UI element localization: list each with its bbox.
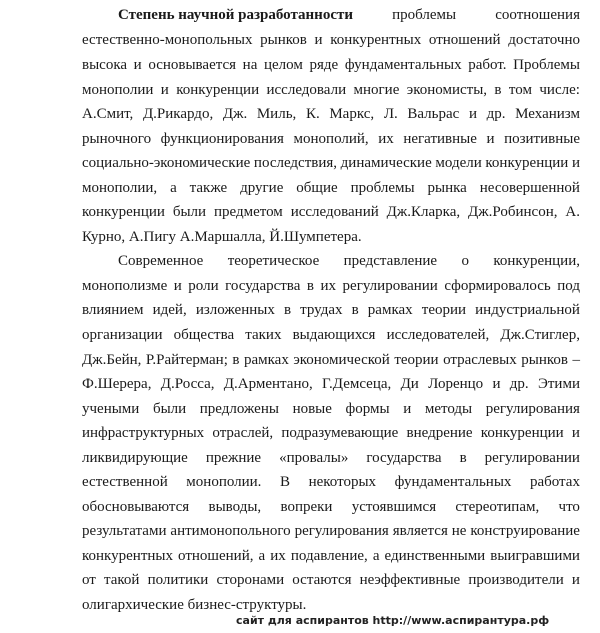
text-word: в: [306, 278, 314, 294]
text-word: их: [320, 278, 337, 294]
text-word: Ф.Шерера,: [82, 376, 152, 392]
text-word: Современное: [118, 253, 204, 269]
section-heading: Степень научной разработанности: [118, 7, 353, 23]
text-line: [82, 398, 580, 422]
text-word: в: [494, 82, 502, 98]
text-word: теории: [421, 302, 467, 318]
text-word: отношений,: [178, 548, 254, 564]
text-word: работ.: [468, 57, 507, 73]
text-word: предложены: [199, 401, 279, 417]
text-word: Дж.Стиглер,: [500, 327, 580, 343]
text-word: А.: [565, 204, 580, 220]
text-word: Лоренцо: [428, 376, 484, 392]
text-word: регулирования: [294, 523, 389, 539]
text-word: а: [372, 548, 380, 564]
text-word: др.: [509, 376, 529, 392]
text-word: соотношения: [495, 7, 580, 23]
text-word: роли: [188, 278, 219, 294]
text-word: Миль,: [256, 106, 297, 122]
text-word: Р.Райтерман;: [145, 352, 228, 368]
text-word: и: [160, 82, 169, 98]
text-word: методы: [424, 401, 473, 417]
text-word: устоявшимся: [351, 499, 437, 515]
text-word: такой: [103, 572, 140, 588]
text-word: и: [173, 278, 182, 294]
text-word: что: [558, 499, 580, 515]
text-word: таких: [245, 327, 282, 343]
text-word: рынка: [427, 180, 467, 196]
text-word: производители: [468, 572, 564, 588]
text-word: исследований: [290, 204, 379, 220]
text-word: экономической: [293, 352, 390, 368]
text-word: проблемы: [392, 7, 457, 23]
text-word: конкуренции: [480, 425, 564, 441]
text-word: негативные: [403, 131, 477, 147]
text-word: Проблемы: [513, 57, 580, 73]
text-word: другие: [240, 180, 284, 196]
text-word: Маркс,: [329, 106, 375, 122]
text-word: монополии,: [82, 180, 158, 196]
text-line: [82, 471, 580, 495]
text-word: А.Смит,: [82, 106, 134, 122]
text-word: отношений: [428, 32, 501, 48]
text-word: Д.Рикардо,: [142, 106, 214, 122]
text-word: экономисты,: [406, 82, 488, 98]
text-word: учеными: [82, 401, 140, 417]
text-word: социально-экономические: [82, 155, 251, 171]
text-line: [82, 324, 580, 348]
text-line: [82, 226, 580, 250]
text-word: трудах: [300, 302, 343, 318]
text-line: [82, 128, 580, 152]
text-word: является: [392, 523, 448, 539]
text-word: работах: [529, 474, 580, 490]
text-word: в: [283, 302, 292, 318]
text-word: были: [152, 401, 187, 417]
text-word: исследовали: [266, 82, 347, 98]
text-word: монополизме: [82, 278, 168, 294]
text-word: предметом: [213, 204, 283, 220]
text-line: [118, 250, 580, 274]
text-line: [82, 545, 580, 569]
text-line: [82, 29, 580, 53]
text-word: выводы,: [208, 499, 262, 515]
text-word: а: [170, 180, 177, 196]
text-word: не: [451, 523, 467, 539]
text-word: сформировалось: [444, 278, 551, 294]
text-word: монополий,: [293, 131, 369, 147]
text-word: на: [242, 57, 258, 73]
text-word: целом: [263, 57, 303, 73]
text-word: государства: [366, 450, 442, 466]
text-word: ликвидирующие: [82, 450, 188, 466]
text-word: политики: [147, 572, 209, 588]
text-word: результатами: [82, 523, 167, 539]
site-footer: сайт для аспирантов http://www.аспирантура.рф: [236, 614, 550, 627]
text-word: о: [461, 253, 469, 269]
text-word: и: [571, 425, 580, 441]
text-word: от: [82, 572, 96, 588]
text-word: новые: [292, 401, 332, 417]
text-word: отраслей,: [212, 425, 274, 441]
text-word: внедрение: [406, 425, 473, 441]
text-word: в: [351, 302, 359, 318]
text-word: др.: [486, 106, 506, 122]
text-word: модели: [435, 155, 482, 171]
text-word: –: [572, 352, 580, 368]
text-line: [118, 4, 580, 28]
text-word: последствия,: [253, 155, 338, 171]
text-word: олигархические бизнес-структуры.: [82, 597, 307, 613]
text-word: регулировании: [484, 450, 580, 466]
text-line: [82, 152, 580, 176]
text-word: стереотипам,: [455, 499, 540, 515]
text-word: Дж.: [222, 106, 248, 122]
text-word: и: [571, 572, 580, 588]
text-word: и: [314, 32, 323, 48]
text-word: также: [189, 180, 228, 196]
text-word: рамках: [243, 352, 289, 368]
text-word: конкурентных: [330, 32, 422, 48]
text-word: монополии.: [186, 474, 262, 490]
text-word: Механизм: [515, 106, 580, 122]
text-word: и: [486, 131, 495, 147]
text-word: Г.Демсеца,: [322, 376, 392, 392]
text-word: фундаментальных: [344, 57, 462, 73]
text-word: и: [468, 106, 477, 122]
text-word: естественно-монопольных: [82, 32, 253, 48]
text-word: К.: [305, 106, 320, 122]
text-word: теории: [394, 352, 439, 368]
text-word: конкуренции: [176, 82, 260, 98]
text-word: обосновываются: [82, 499, 190, 515]
text-word: подразумевающие: [281, 425, 399, 441]
text-word: регулировании: [342, 278, 438, 294]
text-line: [82, 54, 580, 78]
text-word: рыночного: [82, 131, 152, 147]
text-word: индустриальной: [475, 302, 580, 318]
text-word: в: [232, 352, 240, 368]
text-word: общества: [173, 327, 235, 343]
text-word: функционирования: [160, 131, 284, 147]
text-word: «провалы»: [279, 450, 349, 466]
text-line: [82, 275, 580, 299]
text-word: рынков: [521, 352, 568, 368]
text-word: отраслевых: [443, 352, 517, 368]
text-word: а: [258, 548, 266, 564]
text-line: [82, 299, 580, 323]
text-word: выигравшими: [490, 548, 580, 564]
text-word: выдающихся: [292, 327, 376, 343]
text-word: динамические: [340, 155, 432, 171]
text-word: изложенных: [195, 302, 275, 318]
text-word: Этими: [537, 376, 580, 392]
text-word: формы: [345, 401, 390, 417]
text-word: конструирование: [470, 523, 580, 539]
text-line: [82, 373, 580, 397]
text-word: достаточно: [508, 32, 580, 48]
text-word: рамках: [367, 302, 413, 318]
text-word: некоторых: [308, 474, 377, 490]
text-line: [82, 520, 580, 544]
text-word: Ди: [400, 376, 419, 392]
text-word: конкуренции,: [493, 253, 580, 269]
text-word: высока: [82, 57, 128, 73]
text-word: вопреки: [280, 499, 333, 515]
text-word: прежние: [205, 450, 262, 466]
text-word: регулирования: [485, 401, 580, 417]
text-word: Д.Арментано,: [223, 376, 313, 392]
text-word: и: [403, 401, 412, 417]
text-word: монополии: [82, 82, 154, 98]
text-word: многие: [353, 82, 400, 98]
text-word: основывается: [148, 57, 237, 73]
text-word: в: [459, 450, 467, 466]
text-line: [82, 447, 580, 471]
text-word: Дж.Кларка,: [386, 204, 461, 220]
text-word: несовершенной: [479, 180, 580, 196]
text-line: [82, 422, 580, 446]
text-word: конкурентных: [82, 548, 173, 564]
text-word: и: [571, 155, 580, 171]
text-word: Курно, А.Пигу А.Маршалла, Й.Шумпетера.: [82, 229, 362, 245]
text-word: их: [270, 548, 286, 564]
text-word: конкуренции: [485, 155, 569, 171]
text-word: рынков: [260, 32, 307, 48]
text-line: [82, 349, 580, 373]
text-line: [82, 496, 580, 520]
text-word: остаются: [292, 572, 352, 588]
text-word: влиянием: [82, 302, 144, 318]
text-word: теоретическое: [227, 253, 320, 269]
text-word: том: [508, 82, 532, 98]
text-word: позитивные: [504, 131, 580, 147]
text-word: идей,: [152, 302, 187, 318]
text-word: Вальрас: [407, 106, 460, 122]
text-word: подавление,: [290, 548, 368, 564]
text-word: Дж.Робинсон,: [468, 204, 558, 220]
text-word: под: [557, 278, 580, 294]
text-word: инфраструктурных: [82, 425, 205, 441]
text-word: антимонопольного: [170, 523, 291, 539]
text-line: [82, 201, 580, 225]
text-word: и: [133, 57, 142, 73]
text-word: государства: [225, 278, 301, 294]
text-word: общие: [296, 180, 338, 196]
text-line: [82, 79, 580, 103]
text-word: Д.Росса,: [160, 376, 215, 392]
text-word: числе:: [539, 82, 580, 98]
text-word: Дж.Бейн,: [82, 352, 142, 368]
text-line: [82, 103, 580, 127]
text-word: ряде: [309, 57, 339, 73]
text-word: исследователей,: [386, 327, 490, 343]
text-word: были: [172, 204, 207, 220]
text-line: [82, 177, 580, 201]
text-word: Л.: [383, 106, 398, 122]
text-word: сторонами: [216, 572, 285, 588]
text-word: естественной: [82, 474, 168, 490]
text-word: конкуренции: [82, 204, 165, 220]
text-word: проблемы: [350, 180, 415, 196]
text-word: единственными: [384, 548, 486, 564]
text-word: представление: [343, 253, 438, 269]
text-word: В: [280, 474, 291, 490]
text-word: и: [492, 376, 501, 392]
text-word: их: [378, 131, 394, 147]
text-line: [82, 569, 580, 593]
text-word: фундаментальных: [394, 474, 512, 490]
text-word: организации: [82, 327, 163, 343]
text-word: неэффективные: [359, 572, 461, 588]
